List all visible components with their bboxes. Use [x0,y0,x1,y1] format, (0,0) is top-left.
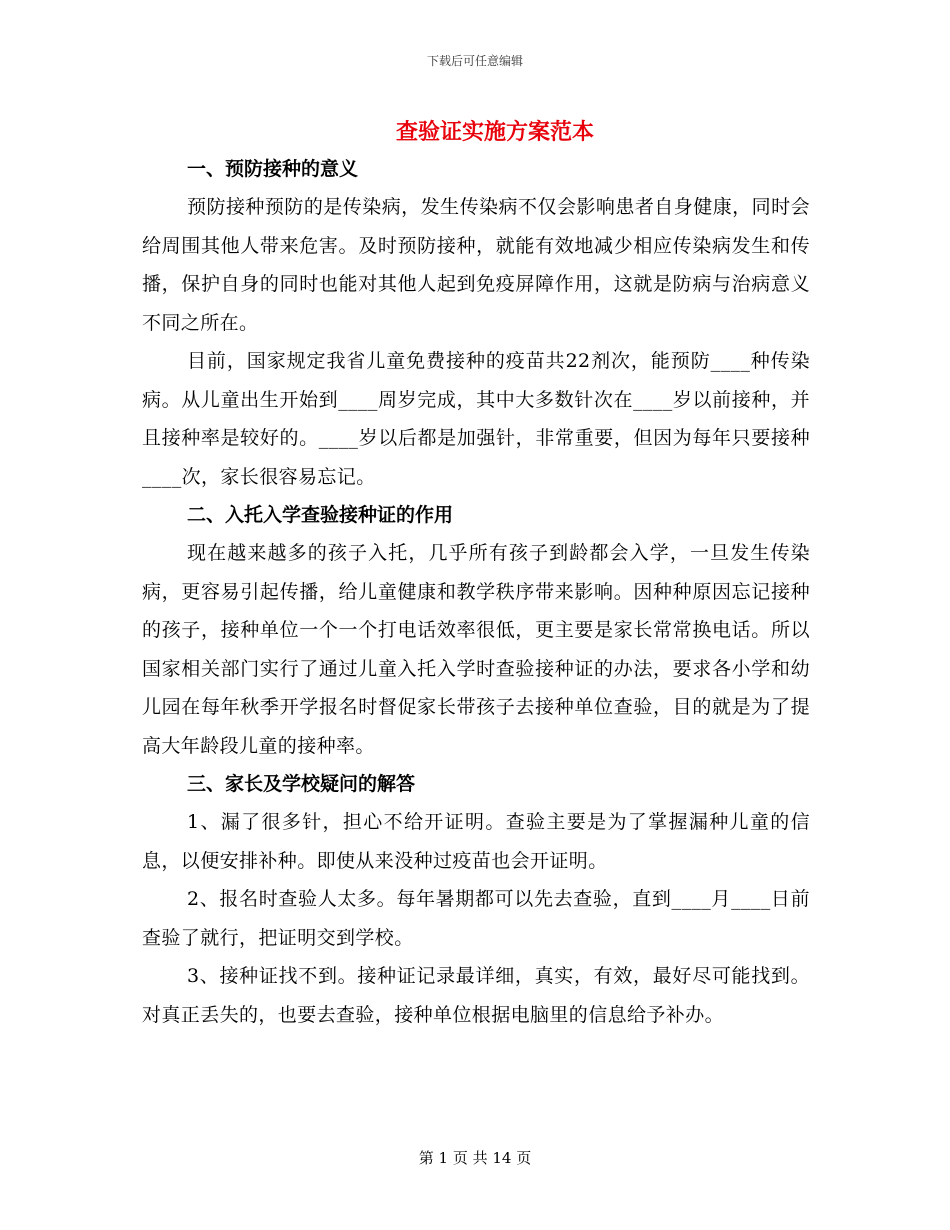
paragraph: 目前，国家规定我省儿童免费接种的疫苗共22剂次，能预防____种传染病。从儿童出生开始到____周岁完成，其中大多数针次在____岁以前接种，并且接种率是较好的。____岁以后都是加强针，非常重要，但因为每年只要接种____次，家长很容易忘记。 [142,350,810,488]
paragraph: 预防接种预防的是传染病，发生传染病不仅会影响患者自身健康，同时会给周围其他人带来危害。及时预防接种，就能有效地减少相应传染病发生和传播，保护自身的同时也能对其他人起到免疫屏障作用，这就是防病与治病意义不同之所在。 [142,196,810,334]
section-heading: 一、预防接种的意义 [187,158,359,180]
paragraph: 现在越来越多的孩子入托，几乎所有孩子到龄都会入学，一旦发生传染病，更容易引起传播，给儿童健康和教学秩序带来影响。因种种原因忘记接种的孩子，接种单位一个一个打电话效率很低，更主要是家长常常换电话。所以国家相关部门实行了通过儿童入托入学时查验接种证的办法，要求各小学和幼儿园在每年秋季开学报名时督促家长带孩子去接种单位查验，目的就是为了提高大年龄段儿童的接种率。 [142,542,810,757]
section-heading: 三、家长及学校疑问的解答 [187,773,416,795]
page-header: 下载后可任意编辑 [426,54,523,68]
section-heading: 二、入托入学查验接种证的作用 [187,504,454,526]
document-title: 查验证实施方案范本 [395,119,594,145]
document-body [142,150,810,1034]
section-3 [142,765,810,1034]
page-footer: 第 1 页 共 14 页 [418,1149,532,1167]
section-1 [142,150,810,496]
section-2 [142,496,810,765]
paragraph: 1、漏了很多针，担心不给开证明。查验主要是为了掌握漏种儿童的信息，以便安排补种。即使从来没种过疫苗也会开证明。 [142,811,810,872]
paragraph: 2、报名时查验人太多。每年暑期都可以先去查验，直到____月____日前查验了就行，把证明交到学校。 [142,888,810,949]
paragraph: 3、接种证找不到。接种证记录最详细，真实，有效，最好尽可能找到。对真正丢失的，也要去查验，接种单位根据电脑里的信息给予补办。 [142,965,810,1026]
